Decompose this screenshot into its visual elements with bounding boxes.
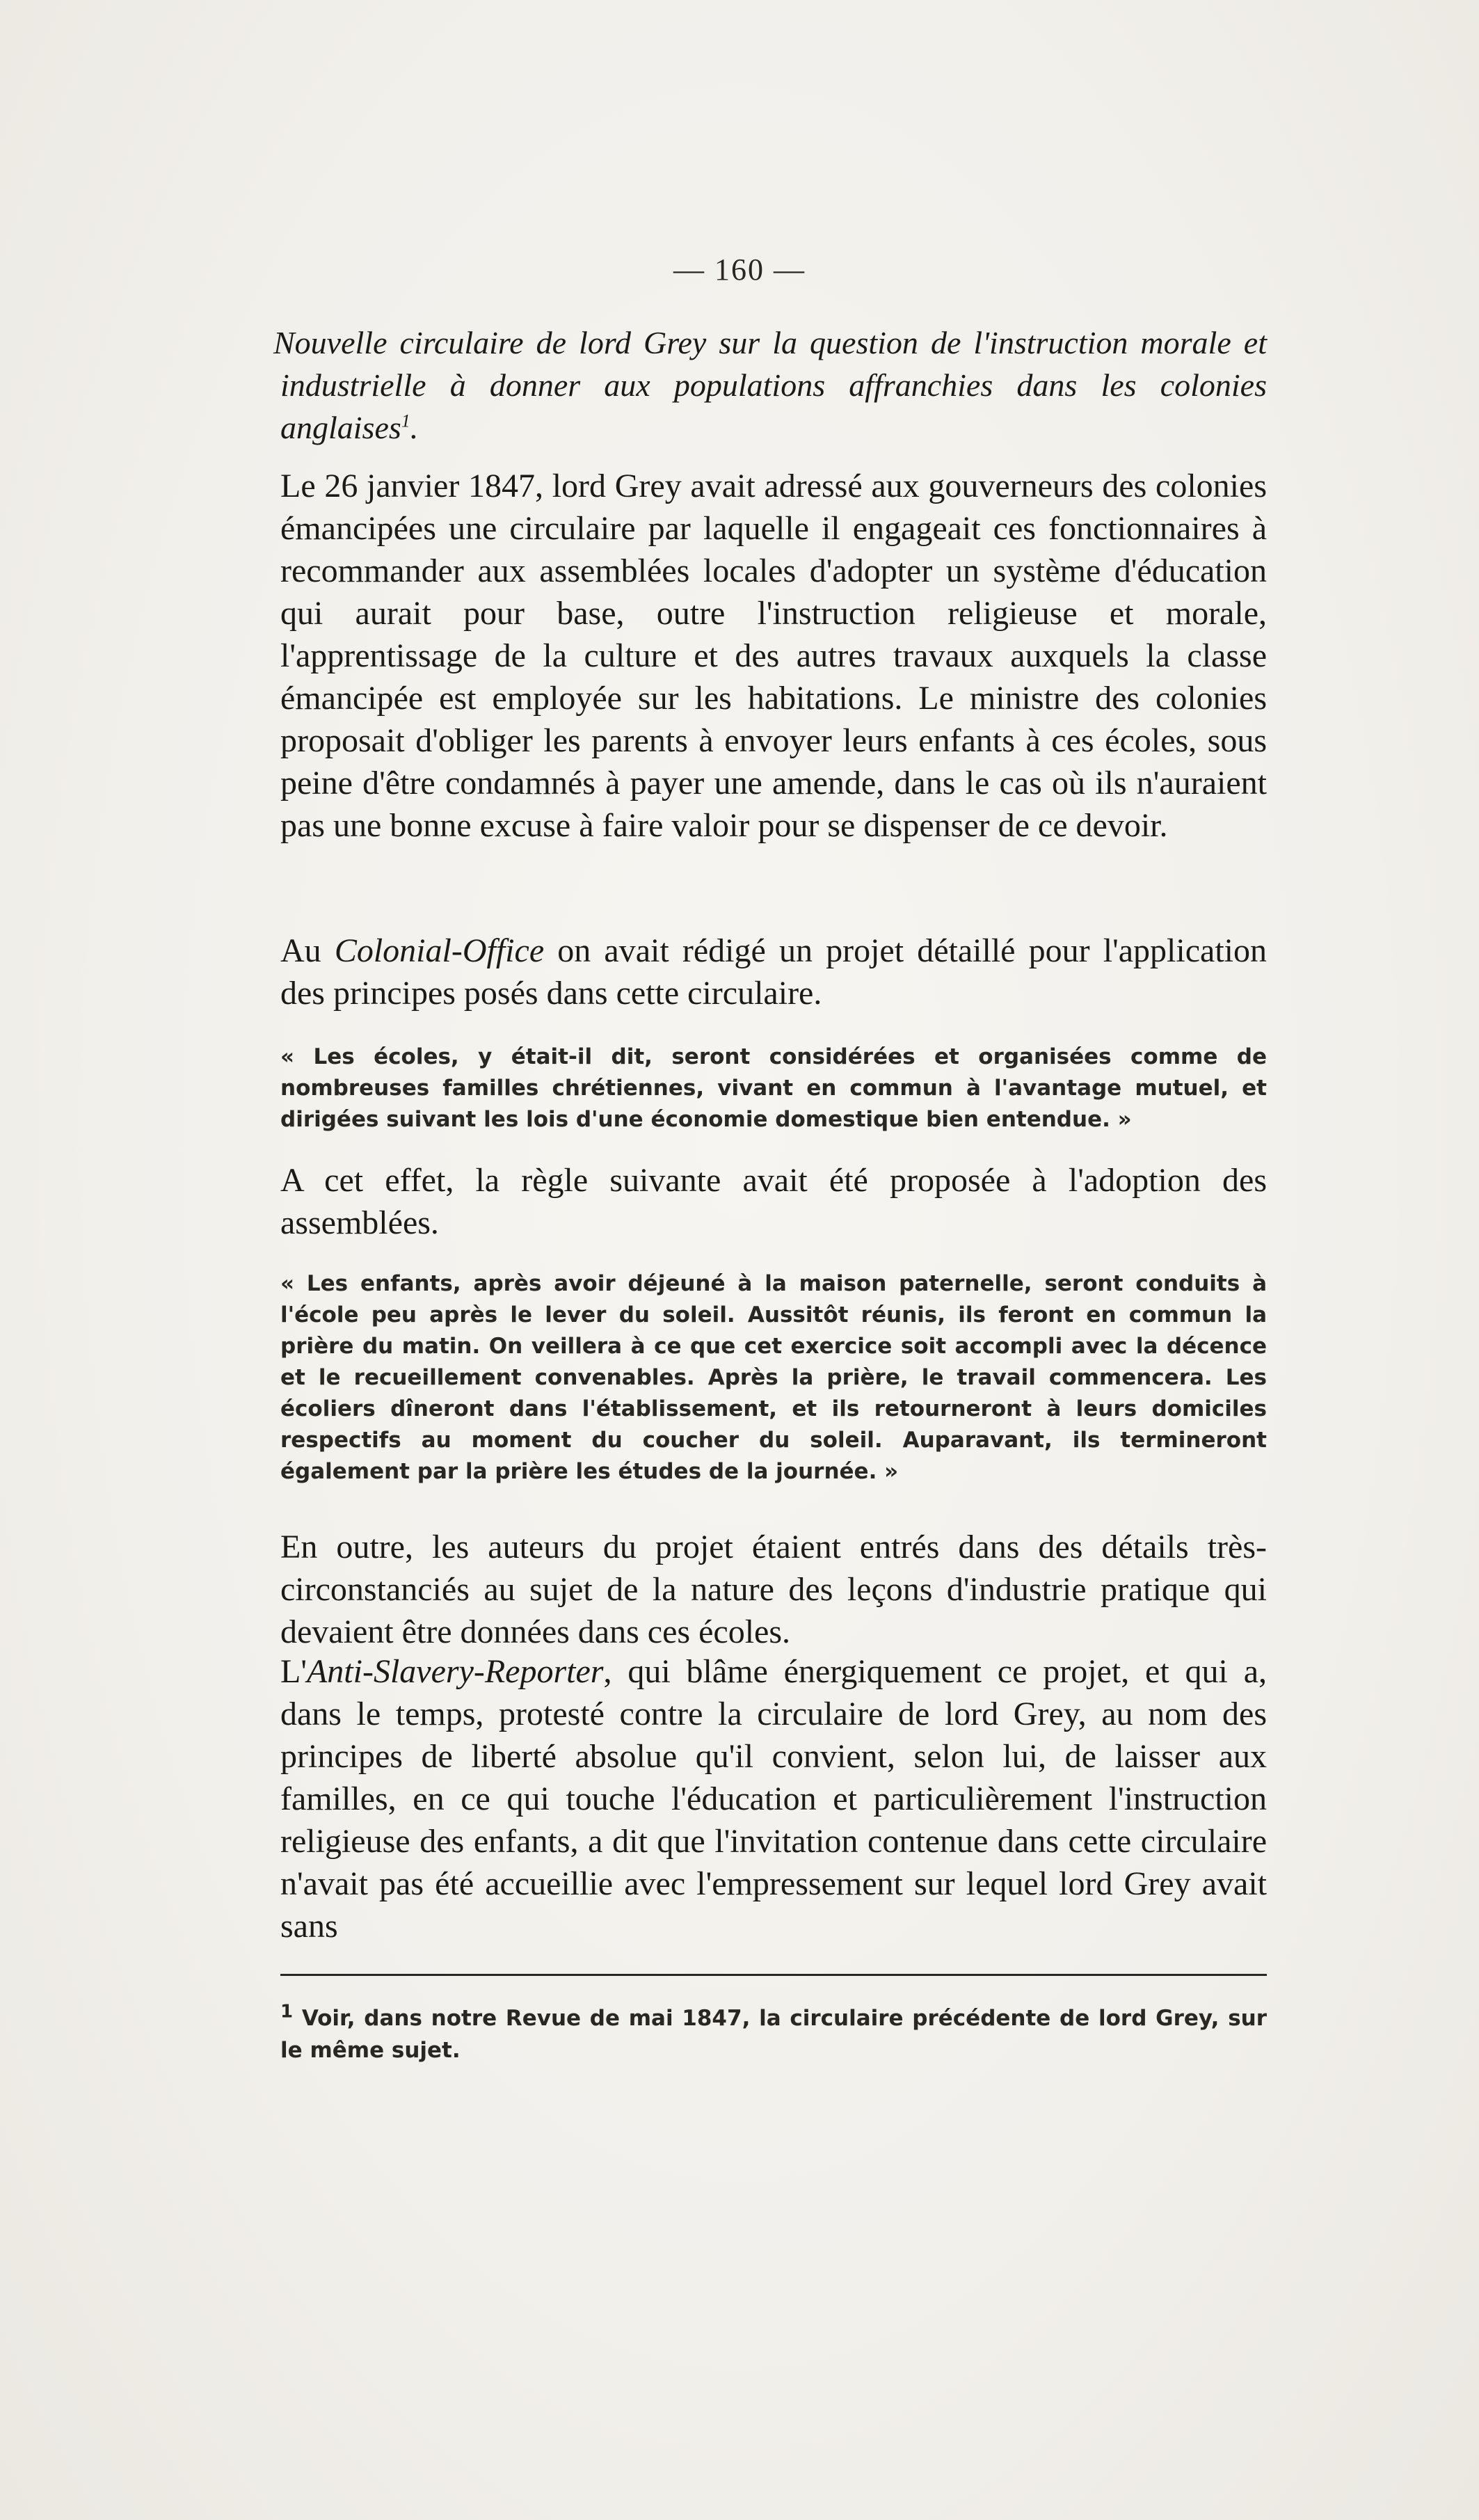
paragraph-4: En outre, les auteurs du projet étaient entrés dans des détails très-circonstanciés au sujet de la nature des leçons d'industrie pratique qui devaient être données dans ces écoles.	[280, 1529, 1267, 1650]
footnote-divider	[280, 1974, 1267, 1976]
colonial-office-term: Colonial-Office	[334, 932, 545, 969]
paragraph-2-prefix: Au	[280, 932, 335, 969]
quote-1: « Les écoles, y était-il dit, seront considérées et organisées comme de nombreuses familles chrétiennes, vivant en commun à l'avantage mutuel, et dirigées suivant les lois d'une économie domestique bien entendue. »	[280, 1044, 1267, 1132]
footnote-text: Voir, dans notre Revue de mai 1847, la circulaire précédente de lord Grey, sur le même sujet.	[280, 2006, 1267, 2063]
anti-slavery-reporter-term: Anti-Slavery-Reporter	[306, 1653, 604, 1690]
paragraph-2	[280, 930, 1267, 1014]
quote-2: « Les enfants, après avoir déjeuné à la maison paternelle, seront conduits à l'école peu après le lever du soleil. Aussitôt réunis, ils feront en commun la prière du matin. On veillera à ce que cet exercice soit accompli avec la décence et le recueillement convenables. Après la prière, le travail commencera. Les écoliers dîneront dans l'établissement, et ils retourneront à leurs domiciles respectifs au moment du coucher du soleil. Auparavant, ils termineront également par la prière les études de la journée. »	[280, 1271, 1267, 1484]
section-heading: Nouvelle circulaire de lord Grey sur la question de l'instruction morale et industrielle à donner aux populations affranchies dans les colonies anglaises$^1$.	[273, 325, 1267, 445]
paragraph-5	[280, 1650, 1267, 1947]
paragraph-1: Le 26 janvier 1847, lord Grey avait adressé aux gouverneurs des colonies émancipées une circulaire par laquelle il engageait ces fonctionnaires à recommander aux assemblées locales d'adopter un système d'éducation qui aurait pour base, outre l'instruction religieuse et morale, l'apprentissage de la culture et des autres travaux auxquels la classe émancipée est employée sur les habitations. Le ministre des colonies proposait d'obliger les parents à envoyer leurs enfants à ces écoles, sous peine d'être condamnés à payer une amende, dans le cas où ils n'auraient pas une bonne excuse à faire valoir pour se dispenser de ce devoir.	[280, 468, 1267, 844]
paragraph-5-prefix: L'	[280, 1653, 307, 1690]
page-number: — 160 —	[673, 253, 806, 287]
paragraph-2-rest: on avait rédigé un projet détaillé pour l'application des principes posés dans cette circulaire.	[280, 932, 1268, 1012]
paragraph-3: A cet effet, la règle suivante avait été proposée à l'adoption des assemblées.	[280, 1162, 1267, 1241]
footnote	[280, 2002, 1267, 2066]
paragraph-5-rest: , qui blâme énergiquement ce projet, et qui a, dans le temps, protesté contre la circulaire de lord Grey, au nom des principes de liberté absolue qu'il convient, selon lui, de laisser aux familles, en ce qui touche l'éducation et particulièrement l'instruction religieuse des enfants, a dit que l'invitation contenue dans cette circulaire n'avait pas été accueillie avec l'empressement sur lequel lord Grey avait sans	[280, 1653, 1267, 1945]
section-heading-text: Nouvelle circulaire de lord Grey sur la question de l'instruction morale et industrielle à donner aux populations affranchies dans les colonies anglaises	[273, 325, 1267, 445]
heading-footnote-mark: 1	[401, 410, 410, 431]
footnote-mark: 1	[280, 2001, 294, 2023]
